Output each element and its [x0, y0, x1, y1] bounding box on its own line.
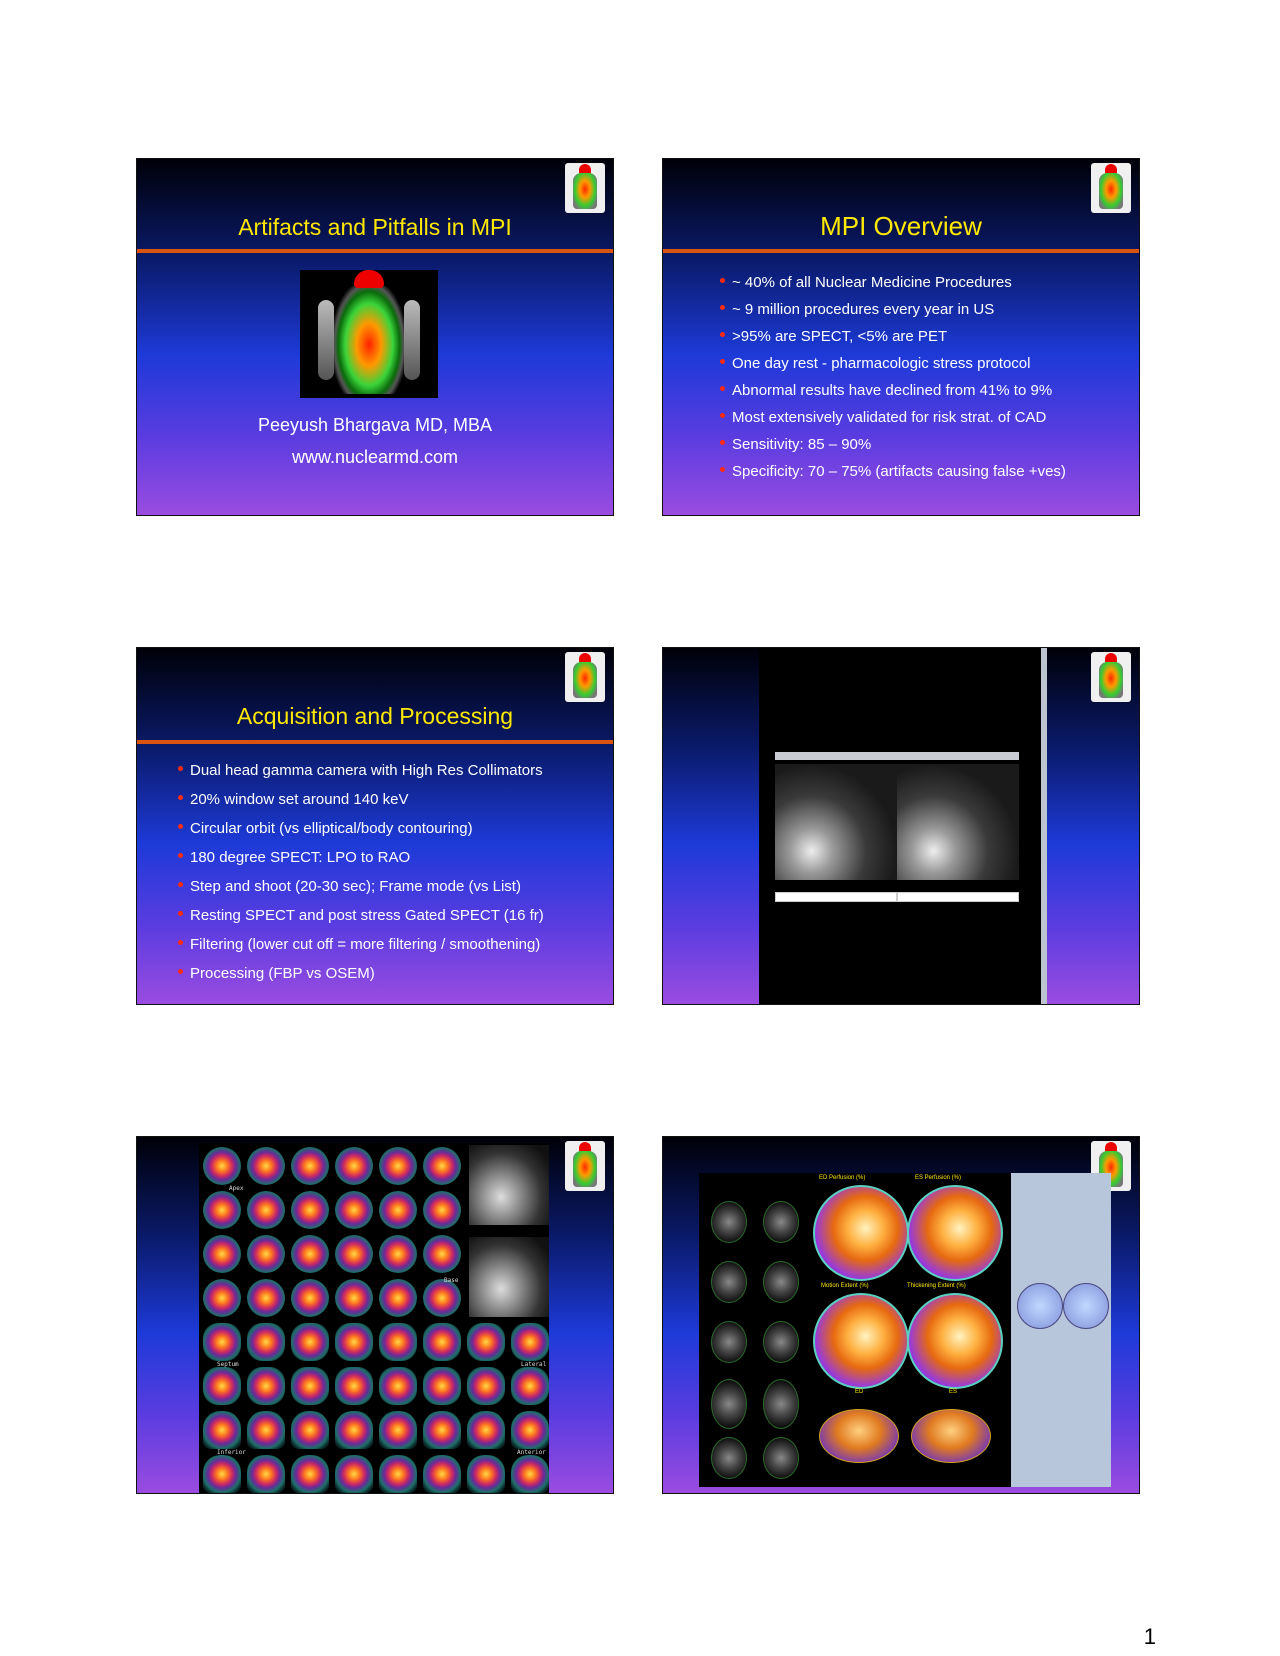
- slide-raw-projection-images: [662, 647, 1140, 1005]
- bullet-item: 20% window set around 140 keV: [178, 791, 544, 820]
- gated-spect-analysis-panel: [699, 1173, 1111, 1487]
- thorax-scan-logo-icon: [1091, 163, 1131, 213]
- author-name: Peeyush Bhargava MD, MBA: [257, 415, 493, 435]
- es-label: ES: [949, 1389, 958, 1395]
- author-website: www.nuclearmd.com: [291, 447, 459, 467]
- projection-image: [897, 764, 1019, 880]
- raw-slice-image: [469, 1145, 549, 1225]
- study-info-panel: [1011, 1173, 1111, 1487]
- slide-title-text: Acquisition and Processing: [236, 703, 514, 729]
- bullet-item: Resting SPECT and post stress Gated SPECT (16 fr): [178, 907, 544, 936]
- apex-label: Apex: [229, 1185, 244, 1192]
- bullet-item: Most extensively validated for risk strat. of CAD: [720, 409, 1066, 436]
- slide-gated-analysis: [662, 1136, 1140, 1494]
- es-3d-mesh-model: [911, 1409, 991, 1463]
- slide-title-text: MPI Overview: [820, 211, 982, 241]
- bullet-item: Processing (FBP vs OSEM): [178, 965, 544, 994]
- slide-title-text: Artifacts and Pitfalls in MPI: [238, 214, 512, 240]
- title-divider: [663, 249, 1139, 253]
- es-perfusion-label: ES Perfusion (%): [915, 1175, 962, 1181]
- slide-acquisition-processing: [136, 647, 614, 1005]
- slide-spect-slices: [136, 1136, 614, 1494]
- septum-label: Septum: [217, 1361, 239, 1368]
- bullet-item: >95% are SPECT, <5% are PET: [720, 328, 1066, 355]
- rest-projection-viewer: [897, 752, 1019, 898]
- lateral-label: Lateral: [521, 1361, 547, 1368]
- frame-slider[interactable]: [775, 892, 897, 902]
- bullet-list: [178, 762, 544, 994]
- thorax-scan-logo-icon: [1091, 652, 1131, 702]
- polar-segment-chart: [1063, 1283, 1109, 1329]
- ed-label: ED: [855, 1389, 864, 1395]
- motion-extent-label: Motion Extent (%): [821, 1283, 869, 1289]
- inferior-label: Inferior: [217, 1449, 246, 1456]
- thickening-extent-polar-map: [907, 1293, 1003, 1389]
- projection-image: [775, 764, 897, 880]
- bullet-item: Specificity: 70 – 75% (artifacts causing false +ves): [720, 463, 1066, 490]
- es-perfusion-polar-map: [907, 1185, 1003, 1281]
- title-divider: [137, 249, 613, 253]
- slide-mpi-overview: [662, 158, 1140, 516]
- ed-perfusion-label: ED Perfusion (%): [819, 1175, 866, 1181]
- bullet-item: One day rest - pharmacologic stress protocol: [720, 355, 1066, 382]
- polar-segment-chart: [1017, 1283, 1063, 1329]
- bullet-item: Sensitivity: 85 – 90%: [720, 436, 1066, 463]
- thorax-scan-logo-icon: [565, 163, 605, 213]
- bullet-item: Dual head gamma camera with High Res Collimators: [178, 762, 544, 791]
- frame-slider[interactable]: [897, 892, 1019, 902]
- bullet-item: Step and shoot (20-30 sec); Frame mode (vs List): [178, 878, 544, 907]
- page-number: 1: [1143, 1624, 1156, 1649]
- bullet-item: Abnormal results have declined from 41% to 9%: [720, 382, 1066, 409]
- bullet-item: ~ 9 million procedures every year in US: [720, 301, 1066, 328]
- thorax-scan-logo-icon: [565, 652, 605, 702]
- base-label: Base: [444, 1277, 459, 1284]
- thorax-scan-logo-icon: [565, 1141, 605, 1191]
- motion-extent-polar-map: [813, 1293, 909, 1389]
- ed-3d-mesh-model: [819, 1409, 899, 1463]
- bullet-item: 180 degree SPECT: LPO to RAO: [178, 849, 544, 878]
- bullet-item: ~ 40% of all Nuclear Medicine Procedures: [720, 274, 1066, 301]
- bullet-item: Circular orbit (vs elliptical/body contouring): [178, 820, 544, 849]
- raw-slice-image: [469, 1237, 549, 1317]
- anterior-label: Anterior: [517, 1449, 546, 1456]
- raw-data-viewer-panel: [759, 648, 1041, 1005]
- title-divider: [137, 740, 613, 744]
- whole-body-scan-image: [300, 270, 438, 398]
- thickening-extent-label: Thickening Extent (%): [907, 1283, 966, 1289]
- spect-slice-grid: [199, 1143, 549, 1494]
- stress-projection-viewer: [775, 752, 897, 898]
- bullet-item: Filtering (lower cut off = more filtering / smoothening): [178, 936, 544, 965]
- ed-perfusion-polar-map: [813, 1185, 909, 1281]
- bullet-list: [720, 274, 1066, 490]
- viewer-scrollbar[interactable]: [1041, 648, 1047, 1005]
- slide-title: [136, 158, 614, 516]
